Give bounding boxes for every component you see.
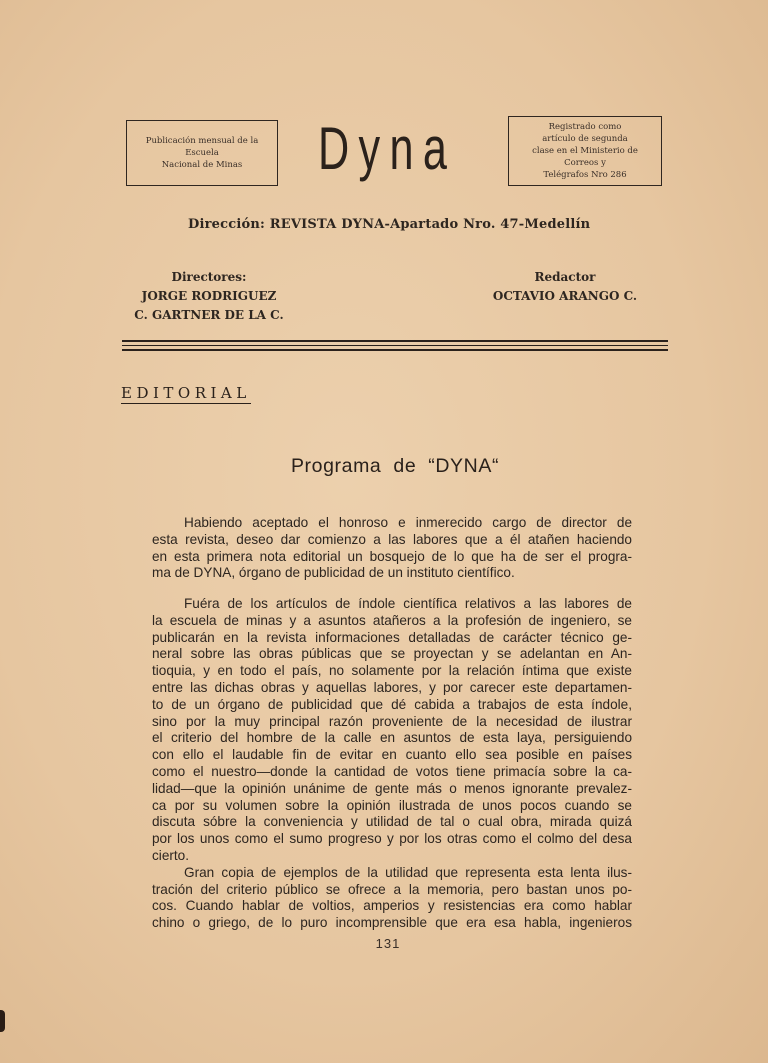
directors-label: Directores: (171, 270, 247, 284)
header-divider (122, 345, 668, 346)
paragraph-1 (152, 515, 632, 582)
section-label: EDITORIAL (121, 384, 251, 402)
redactor-label: Redactor (534, 270, 596, 284)
text-line: en esta primera nota editorial un bosquejo de lo que ha de ser el progra- (152, 548, 632, 564)
text-line: neral sobre las obras públicas que se proyectan y se adelantan en An- (152, 646, 632, 662)
publication-info-text: Publicación mensual de la Escuela Nacional de Minas (145, 136, 259, 170)
article-headline: Programa de “DYNA“ (290, 455, 500, 477)
text-line: la escuela de minas y a asuntos atañeros a la profesión de ingeniero, se (152, 612, 632, 628)
masthead-title: Dyna (318, 115, 457, 182)
text-line: como el nuestro—donde la cantidad de votos tiene primacía sobre la ca- (152, 763, 632, 779)
directors-block (118, 268, 300, 325)
text-line: ca por su volumen sobre la opinión ilustrada de unos pocos cuando se (152, 797, 632, 813)
header-divider (122, 340, 668, 342)
text-line: por los unos como el sumo progreso y por los otras como el colmo del desa (152, 831, 632, 847)
address-line: Dirección: REVISTA DYNA-Apartado Nro. 47-Medellín (188, 217, 591, 232)
page-edge-mark (0, 1010, 5, 1032)
text-line: Habiendo aceptado el honroso e inmerecido cargo de director de (184, 515, 632, 530)
publication-info-box (126, 120, 278, 186)
text-line: con ello el laudable fin de evitar en cuanto ello sea posible en países (152, 747, 632, 763)
text-line: cierto. (152, 847, 190, 863)
text-line: Fuéra de los artículos de índole científica relativos a las labores de (184, 596, 632, 611)
paragraph-2 (152, 596, 632, 932)
text-line: discuta sóbre la conveniencia y utilidad de tal o cual obra, mirada quizá (152, 814, 632, 830)
page-number: 131 (375, 936, 401, 951)
registration-info-box (508, 116, 662, 186)
redactor-block (470, 268, 660, 306)
text-line: chino o griego, de lo puro incomprensible que era esa habla, ingenieros (152, 915, 632, 931)
text-line: entre las dichas obras y aquellas labores, y por carecer este departamen- (152, 679, 632, 695)
director-name: C. GARTNER DE LA C. (134, 308, 284, 322)
text-line: ma de DYNA, órgano de publicidad de un instituto científico. (152, 565, 515, 581)
header-divider (122, 349, 668, 351)
text-line: sino por la muy principal razón proveniente de la necesidad de ilustrar (152, 713, 632, 729)
text-line: tioquia, y en todo el país, no solamente por la relación íntima que existe (152, 663, 632, 679)
text-line: lidad—que la opinión unánime de gente más o menos ignorante prevalez- (152, 780, 632, 796)
redactor-name: OCTAVIO ARANGO C. (492, 289, 638, 303)
text-line: tración del criterio público se ofrece a la memoria, pero bastan unos po- (152, 881, 632, 897)
text-line: cos. Cuando hablar de voltios, amperios y resistencias era como hablar (152, 898, 632, 914)
text-line: esta revista, deseo dar comienzo a las labores que a él atañen haciendo (152, 531, 632, 547)
text-line: Gran copia de ejemplos de la utilidad que representa esta lenta ilus- (184, 864, 632, 880)
text-line: publicarán en la revista informaciones detalladas de carácter técnico ge- (152, 629, 632, 645)
text-line: el criterio del hombre de la calle en asuntos de esta laya, persiguiendo (152, 730, 632, 746)
director-name: JORGE RODRIGUEZ (141, 289, 277, 303)
text-line: to de un órgano de publicidad que dé cabida a trabajos de esta índole, (152, 696, 632, 712)
registration-info-text: Registrado como artículo de segunda clase en el Ministerio de Correos y Telégrafos Nro 286 (532, 122, 638, 180)
